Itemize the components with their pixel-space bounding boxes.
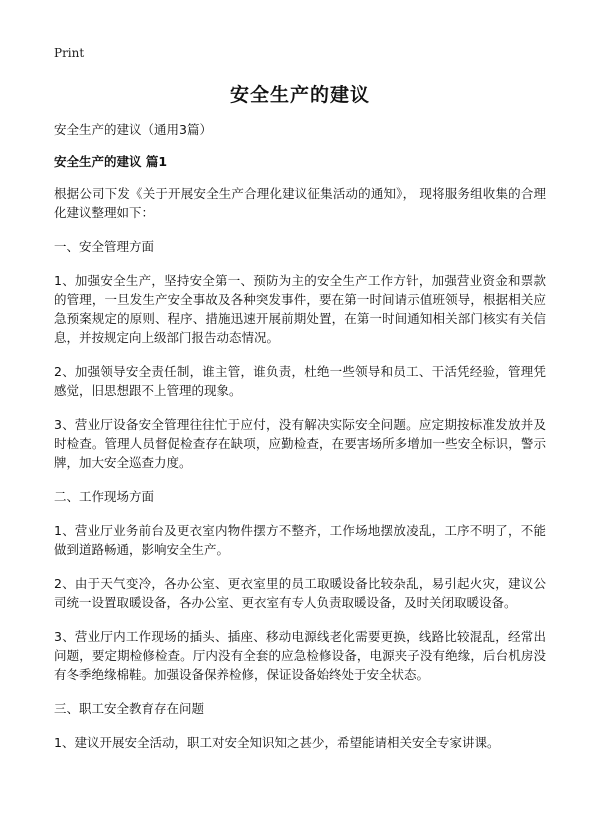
document-body (54, 120, 546, 767)
section-heading-safety-education: 三、职工安全教育存在问题 (54, 701, 205, 716)
part-heading: 安全生产的建议 篇1 (54, 154, 168, 169)
section-heading-safety-management: 一、安全管理方面 (54, 239, 155, 254)
paragraph: 1、营业厅业务前台及更衣室内物件摆方不整齐，工作场地摆放凌乱，工序不明了，不能做到道路畅通，影响安全生产。 (54, 523, 546, 557)
document-subtitle: 安全生产的建议（通用3篇） (54, 122, 212, 137)
paragraph: 3、营业厅内工作现场的插头、插座、移动电源线老化需要更换，线路比较混乱，经常出问题，要定期检修检查。厅内没有全套的应急检修设备，电源夹子没有绝缘，后台机房没有冬季绝缘棉鞋。加强设备保养检修，保证设备始终处于安全状态。 (54, 629, 546, 682)
page-title: 安全生产的建议 (229, 84, 370, 106)
intro-paragraph: 根据公司下发《关于开展安全生产合理化建议征集活动的通知》， 现将服务组收集的合理化建议整理如下： (54, 186, 546, 220)
section-heading-worksite: 二、工作现场方面 (54, 489, 155, 504)
paragraph: 2、由于天气变冷，各办公室、更衣室里的员工取暖设备比较杂乱，易引起火灾，建议公司统一设置取暖设备，各办公室、更衣室有专人负责取暖设备，及时关闭取暖设备。 (54, 576, 546, 610)
paragraph: 3、营业厅设备安全管理往往忙于应付，没有解决实际安全问题。应定期按标准发放并及时检查。管理人员督促检查存在缺项，应勤检查，在要害场所多增加一些安全标识，警示牌，加大安全巡查力度。 (54, 417, 546, 470)
paragraph: 1、建议开展安全活动，职工对安全知识知之甚少，希望能请相关安全专家讲课。 (54, 735, 500, 750)
paragraph: 1、加强安全生产，坚持安全第一、预防为主的安全生产工作方针，加强营业资金和票款的管理，一旦发生产安全事故及各种突发事件，要在第一时间请示值班领导，根据相关应急预案规定的原则、程序、措施迅速开展前期处置，在第一时间通知相关部门核实有关信息，并按规定向上级部门报告动态情况。 (54, 273, 546, 345)
paragraph: 2、加强领导安全责任制，谁主管，谁负责，杜绝一些领导和员工、干活凭经验，管理凭感觉，旧思想跟不上管理的现象。 (54, 364, 546, 398)
print-link[interactable]: Print (54, 46, 85, 60)
